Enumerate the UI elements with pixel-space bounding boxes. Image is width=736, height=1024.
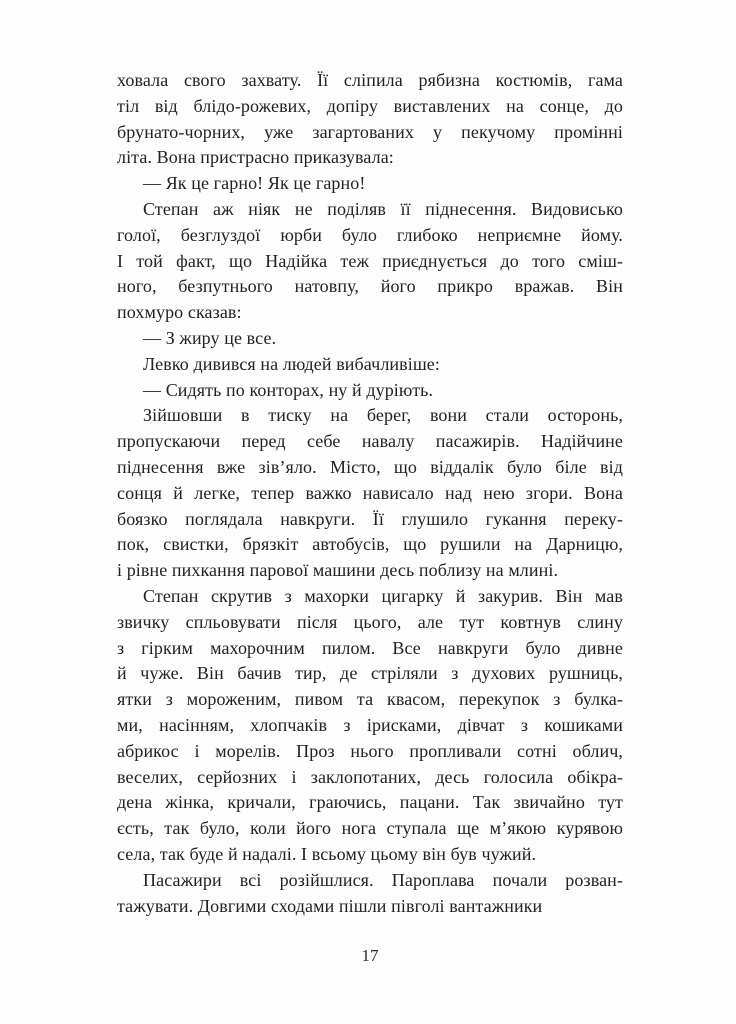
text-line: й чуже. Він бачив тир, де стріляли з духових рушниць, bbox=[117, 663, 623, 684]
text-line: тіл від блідо-рожевих, допіру виставлених на сонце, до bbox=[117, 95, 623, 116]
text-line: Зійшовши в тиску на берег, вони стали осторонь, bbox=[143, 405, 623, 426]
text-line: голої, безглуздої юрби було глибоко неприємне йому. bbox=[117, 224, 623, 245]
text-line: дена жінка, кричали, граючись, пацани. Так звичайно тут bbox=[117, 792, 623, 813]
text-line: звичку спльовувати після цього, але тут ковтнув слину bbox=[117, 611, 623, 632]
text-line: єсть, так було, коли його нога ступала ще м’якою курявою bbox=[117, 818, 623, 839]
page-number: 17 bbox=[361, 946, 379, 965]
text-line: з гірким махорочним пилом. Все навкруги було дивне bbox=[117, 637, 623, 658]
text-line: брунато-чорних, уже загартованих у пекучому промінні bbox=[117, 121, 623, 142]
text-line: тажувати. Довгими сходами пішли півголі вантажники bbox=[117, 895, 543, 916]
text-line: Пасажири всі розійшлися. Пароплава почали розван- bbox=[143, 869, 623, 890]
text-line: веселих, серйозних і заклопотаних, десь голосила обікра- bbox=[117, 766, 623, 787]
text-line: Степан скрутив з махорки цигарку й закурив. Він мав bbox=[143, 585, 623, 606]
text-line: Степан аж ніяк не поділяв її піднесення. Видовисько bbox=[143, 198, 623, 219]
text-line: похмуро сказав: bbox=[117, 302, 242, 323]
text-line: боязко поглядала навкруги. Її глушило гукання переку- bbox=[117, 508, 623, 529]
text-line: ховала свого захвату. Її сліпила рябизна костюмів, гама bbox=[117, 70, 623, 90]
text-line: — З жиру це все. bbox=[143, 327, 277, 348]
text-line: абрикос і морелів. Проз нього пропливали сотні облич, bbox=[117, 740, 623, 761]
text-line: Левко дивився на людей вибачливіше: bbox=[143, 353, 440, 374]
text-line: сонця й легке, тепер важко нависало над нею згори. Вона bbox=[117, 482, 623, 503]
text-line: пропускаючи перед себе навалу пасажирів. Надійчине bbox=[117, 431, 623, 452]
text-line: літа. Вона пристрасно приказувала: bbox=[117, 147, 394, 168]
text-line: піднесення вже зів’яло. Місто, що віддалік було біле від bbox=[117, 456, 623, 477]
text-line: І той факт, що Надійка теж приєднується до того сміш- bbox=[117, 250, 623, 271]
text-line: — Сидять по конторах, ну й дуріють. bbox=[143, 379, 434, 400]
text-line: — Як це гарно! Як це гарно! bbox=[143, 173, 366, 194]
text-block bbox=[117, 68, 623, 919]
text-line: ми, насінням, хлопчаків з ірисками, дівчат з кошиками bbox=[117, 714, 623, 735]
text-line: ятки з мороженим, пивом та квасом, перекупок з булка- bbox=[117, 689, 623, 710]
text-line: села, так буде й надалі. І всьому цьому він був чужий. bbox=[117, 843, 537, 864]
text-line: ного, безпутнього натовпу, його прикро вражав. Він bbox=[117, 276, 623, 297]
text-line: пок, свистки, брязкіт автобусів, що рушили на Дарницю, bbox=[117, 534, 623, 555]
text-line: і рівне пихкання парової машини десь поблизу на млині. bbox=[117, 560, 559, 581]
